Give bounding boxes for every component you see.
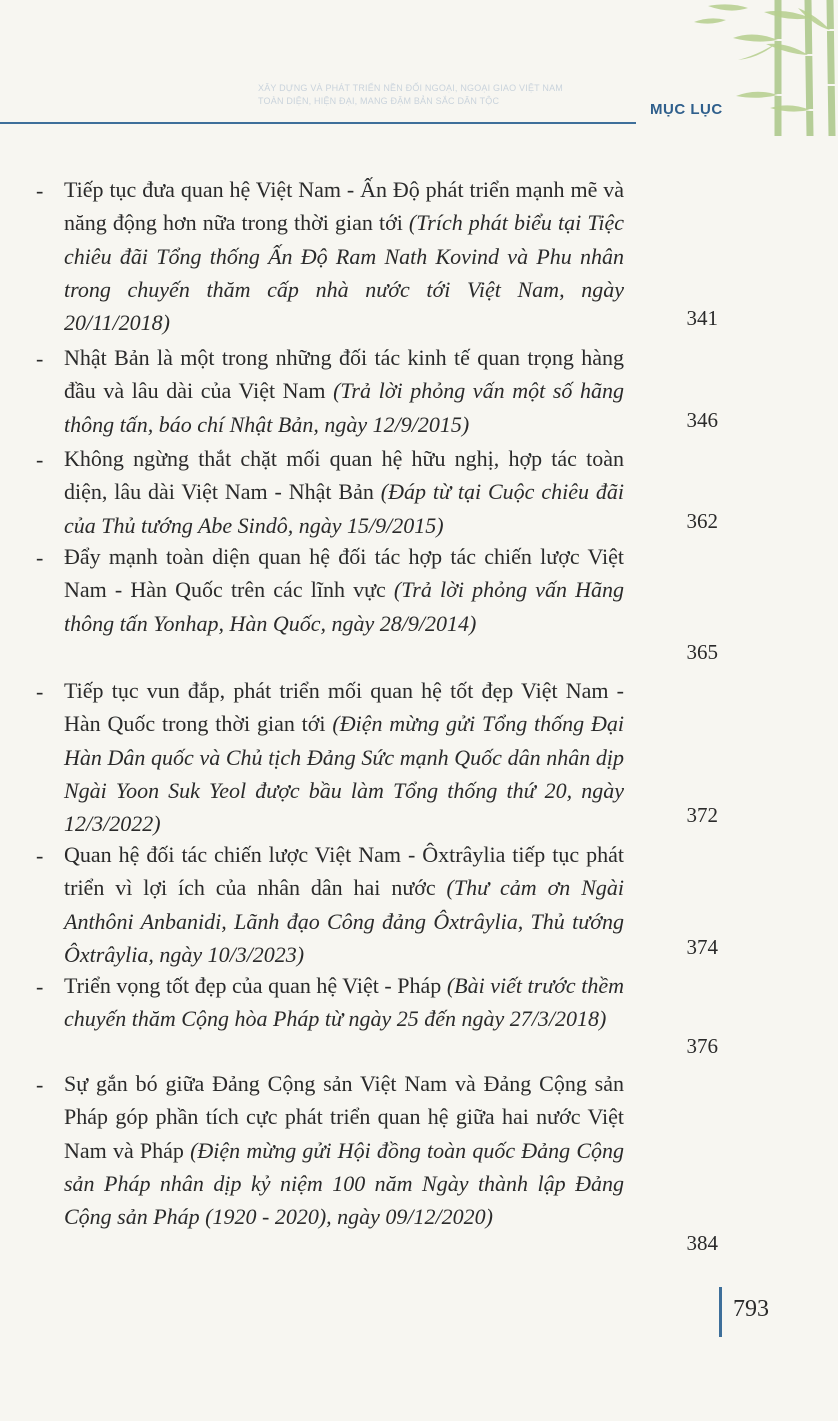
entry-dash: -: [36, 178, 44, 203]
page-number: 362: [686, 509, 718, 533]
entry-title: Đẩy mạnh toàn diện quan hệ đối tác hợp tác chiến lược Việt Nam - Hàn Quốc trên các lĩnh vực: [64, 544, 624, 603]
entry-title: Quan hệ đối tác chiến lược Việt Nam - Ôxtrâylia tiếp tục phát triển vì lợi ích của nhân dân hai nước: [64, 842, 624, 901]
entry-source: (Trích phát biểu tại Tiệc chiêu đãi Tổng thống Ấn Độ Ram Nath Kovind và Phu nhân trong chuyến thăm cấp nhà nước tới Việt Nam, ngày 20/11/2018): [64, 210, 624, 336]
entry-dash: -: [36, 974, 44, 999]
entry-title: Triển vọng tốt đẹp của quan hệ Việt - Pháp: [64, 973, 447, 998]
entry-text: [64, 1067, 624, 1233]
page-number: 341: [686, 306, 718, 330]
entry-title: Không ngừng thắt chặt mối quan hệ hữu nghị, hợp tác toàn diện, lâu dài Việt Nam - Nhật Bản: [64, 446, 624, 505]
entry-text: [64, 969, 624, 1036]
page-folio: 793: [733, 1296, 769, 1322]
page-number: 376: [686, 1034, 718, 1058]
page-number: 372: [686, 803, 718, 827]
entry-dash: -: [36, 545, 44, 570]
entry-text: [64, 442, 624, 542]
entry-dash: -: [36, 679, 44, 704]
running-header-line-2: TOÀN DIỆN, HIỆN ĐẠI, MANG ĐẬM BẢN SẮC DÂN TỘC: [258, 96, 500, 106]
entry-source: (Bài viết trước thềm chuyến thăm Cộng hòa Pháp từ ngày 25 đến ngày 27/3/2018): [64, 973, 625, 1032]
entry-title: Sự gắn bó giữa Đảng Cộng sản Việt Nam và Đảng Cộng sản Pháp góp phần tích cực phát triển quan hệ giữa hai nước Việt Nam và Pháp: [64, 1071, 624, 1163]
entry-source: (Điện mừng gửi Tổng thống Đại Hàn Dân quốc và Chủ tịch Đảng Sức mạnh Quốc dân nhân dịp Ngài Yoon Suk Yeol được bầu làm Tổng thống thứ 20, ngày 12/3/2022): [64, 711, 625, 837]
entry-dash: -: [36, 843, 44, 868]
entry-source: (Trả lời phỏng vấn một số hãng thông tấn, báo chí Nhật Bản, ngày 12/9/2015): [64, 378, 624, 437]
entry-text: [64, 173, 624, 339]
entry-text: [64, 674, 624, 840]
entry-source: (Trả lời phỏng vấn Hãng thông tấn Yonhap, Hàn Quốc, ngày 28/9/2014): [64, 577, 625, 636]
page-number: 374: [686, 935, 718, 959]
entry-title: Nhật Bản là một trong những đối tác kinh tế quan trọng hàng đầu và lâu dài của Việt Nam: [64, 345, 624, 404]
entry-title: Tiếp tục đưa quan hệ Việt Nam - Ấn Độ phát triển mạnh mẽ và năng động hơn nữa trong thời gian tới: [64, 177, 624, 236]
entry-source: (Thư cảm ơn Ngài Anthôni Anbanidi, Lãnh đạo Công đảng Ôxtrâylia, Thủ tướng Ôxtrâylia, ngày 10/3/2023): [64, 875, 624, 967]
page-number: 365: [686, 640, 718, 664]
entry-text: [64, 838, 624, 971]
entry-title: Tiếp tục vun đắp, phát triển mối quan hệ tốt đẹp Việt Nam - Hàn Quốc trong thời gian tới: [64, 678, 624, 737]
entry-source: (Điện mừng gửi Hội đồng toàn quốc Đảng Cộng sản Pháp nhân dịp kỷ niệm 100 năm Ngày thành lập Đảng Cộng sản Pháp (1920 - 2020), ngày 09/12/2020): [64, 1137, 624, 1230]
section-title: MỤC LỤC: [650, 101, 723, 118]
page-number: 346: [686, 408, 718, 432]
running-header-line-1: XÂY DỰNG VÀ PHÁT TRIỂN NỀN ĐỐI NGOẠI, NGOẠI GIAO VIỆT NAM: [258, 83, 563, 93]
entry-dash: -: [36, 1072, 44, 1097]
folio-bar: [719, 1287, 722, 1337]
entry-dash: -: [36, 447, 44, 472]
entry-source: (Đáp từ tại Cuộc chiêu đãi của Thủ tướng Abe Sindô, ngày 15/9/2015): [64, 479, 624, 538]
entry-dash: -: [36, 346, 44, 371]
page-number: 384: [686, 1231, 718, 1255]
entry-text: [64, 341, 624, 441]
entry-text: [64, 540, 624, 640]
